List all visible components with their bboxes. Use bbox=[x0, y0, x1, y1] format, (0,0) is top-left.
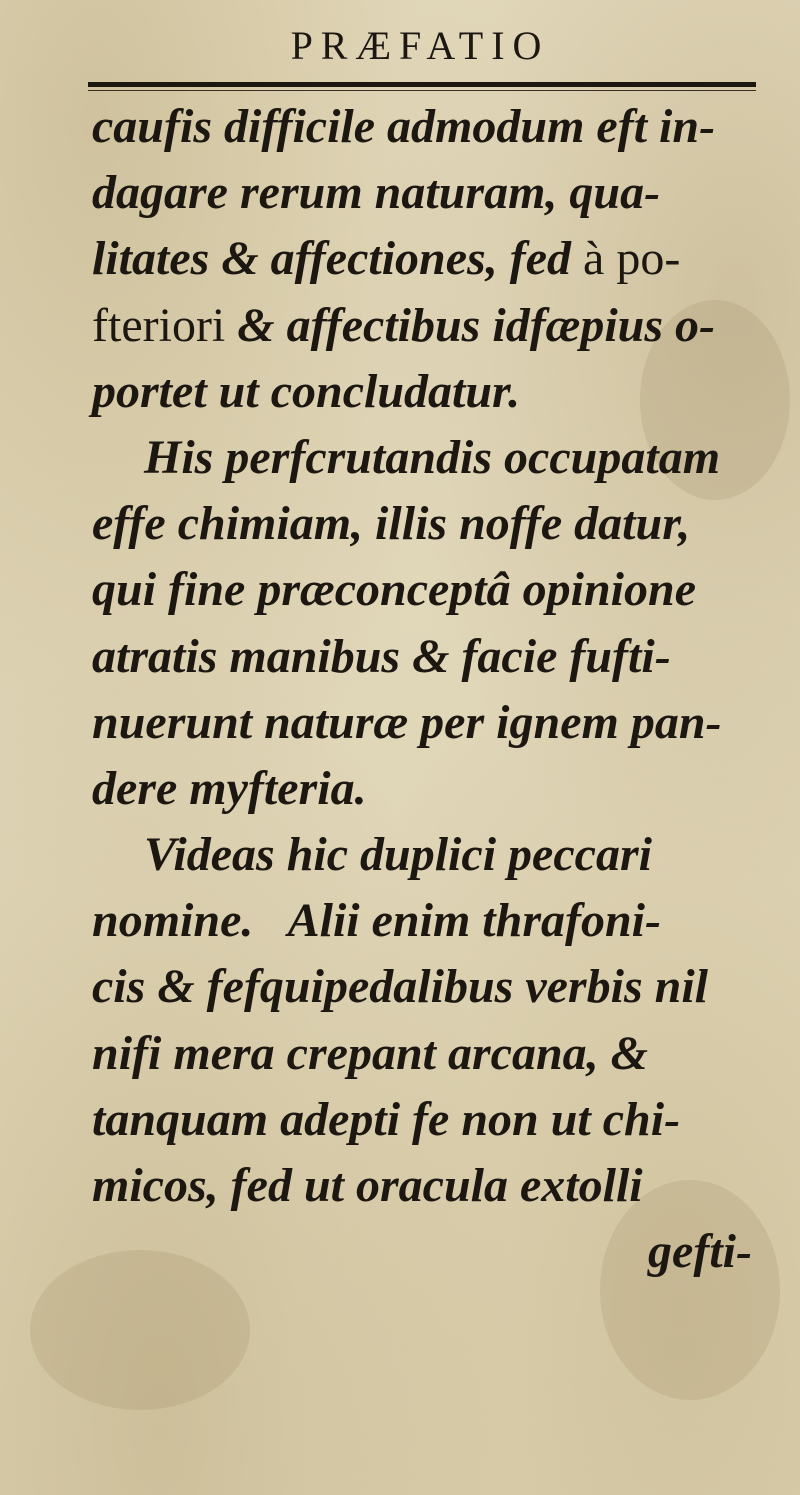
catchword: gefti- bbox=[648, 1225, 752, 1279]
text-line: caufis difficile admodum eft in- bbox=[92, 100, 716, 153]
body-text bbox=[92, 94, 772, 1285]
text-line: litates & affectiones, fed à po- bbox=[92, 232, 681, 286]
text-line: atratis manibus & facie fufti- bbox=[92, 629, 671, 683]
text-line: effe chimiam, illis noffe datur, bbox=[92, 497, 691, 551]
text-line: nifi mera crepant arcana, & bbox=[92, 1026, 649, 1080]
text-line: micos, fed ut oracula extolli bbox=[92, 1159, 643, 1212]
text-line: nomine. Alii enim thrafoni- bbox=[92, 894, 661, 948]
text-line: dere myfteria. bbox=[92, 761, 367, 815]
text-line: fteriori & affectibus idfæpius o- bbox=[92, 298, 716, 352]
text-line: portet ut concludatur. bbox=[92, 364, 521, 418]
text-line: dagare rerum naturam, qua- bbox=[92, 166, 661, 220]
header-rule bbox=[88, 82, 756, 87]
text-line: Videas hic duplici peccari bbox=[144, 828, 652, 882]
text-line: nuerunt naturæ per ignem pan- bbox=[92, 695, 722, 749]
text-line: qui fine præconceptâ opinione bbox=[92, 563, 697, 617]
running-header: PRÆFATIO bbox=[290, 23, 550, 68]
text-line: His perfcrutandis occupatam bbox=[144, 430, 721, 484]
text-line: cis & fefquipedalibus verbis nil bbox=[92, 960, 708, 1014]
header-rule-thin bbox=[88, 90, 756, 91]
text-line: tanquam adepti fe non ut chi- bbox=[92, 1092, 681, 1146]
